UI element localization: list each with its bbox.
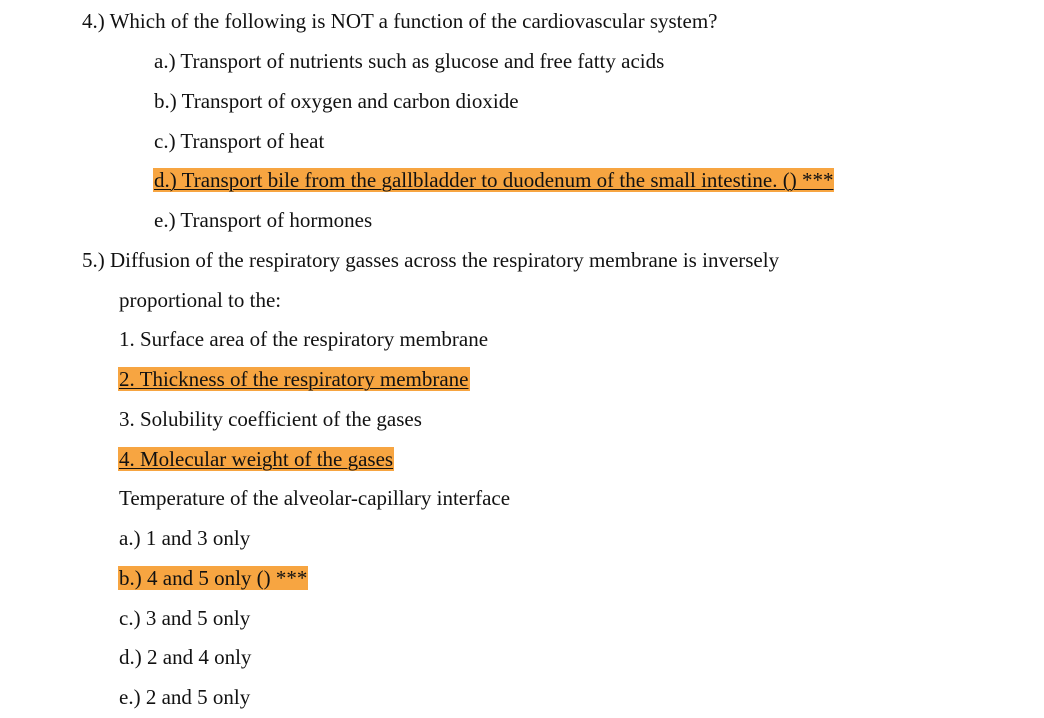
question-5-option-b-highlighted	[118, 565, 308, 591]
question-4-option-a: a.) Transport of nutrients such as glucose and free fatty acids	[154, 49, 665, 73]
question-5-text-line-2: proportional to the:	[119, 288, 282, 312]
question-4-option-b: b.) Transport of oxygen and carbon dioxide	[154, 89, 519, 113]
question-5-option-d: d.) 2 and 4 only	[119, 645, 252, 669]
question-5-item-2-highlighted	[118, 366, 470, 392]
highlight-answer-b: b.) 4 and 5 only () ***	[119, 566, 308, 590]
highlight-answer-d: d.) Transport bile from the gallbladder to duodenum of the small intestine. () ***	[154, 168, 834, 192]
question-5-item-1: 1. Surface area of the respiratory membrane	[119, 327, 489, 351]
question-5-option-a: a.) 1 and 3 only	[119, 526, 251, 550]
question-5-item-5: Temperature of the alveolar-capillary interface	[119, 486, 511, 510]
question-5-item-4-highlighted	[118, 446, 394, 472]
question-4-text: 4.) Which of the following is NOT a function of the cardiovascular system?	[82, 9, 718, 33]
question-4-option-e: e.) Transport of hormones	[154, 208, 373, 232]
question-5-text-line-1: 5.) Diffusion of the respiratory gasses across the respiratory membrane is inversely	[82, 248, 780, 272]
highlight-item-4: 4. Molecular weight of the gases	[119, 447, 394, 471]
question-5-item-3: 3. Solubility coefficient of the gases	[119, 407, 422, 431]
question-5-option-c: c.) 3 and 5 only	[119, 606, 251, 630]
question-5-option-e: e.) 2 and 5 only	[119, 685, 251, 709]
question-4-option-d-highlighted	[153, 167, 834, 193]
question-4-option-c: c.) Transport of heat	[154, 129, 325, 153]
highlight-item-2: 2. Thickness of the respiratory membrane	[119, 367, 469, 391]
